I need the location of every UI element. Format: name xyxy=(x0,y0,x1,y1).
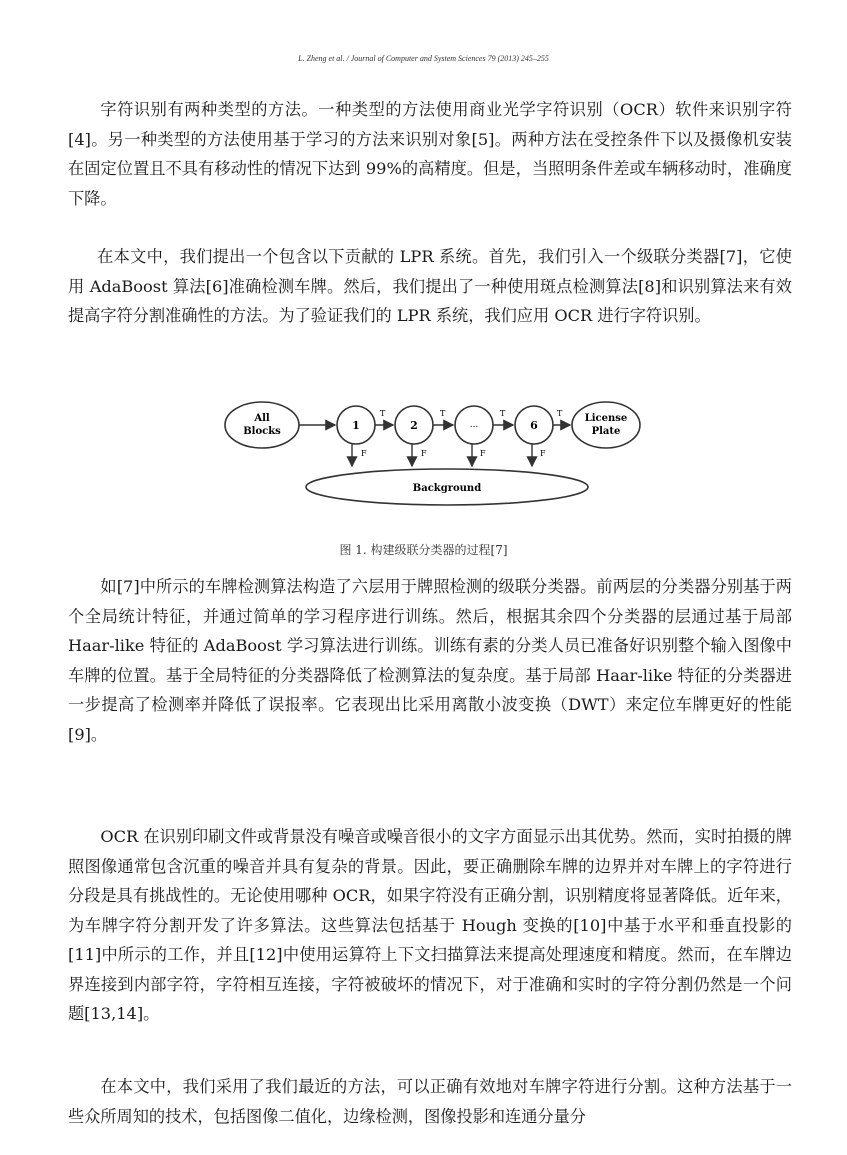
license-plate-label-2: Plate xyxy=(591,426,621,437)
figure-caption: 图 1. 构建级联分类器的过程[7] xyxy=(339,543,508,557)
false-label-6: F xyxy=(540,449,546,458)
all-blocks-label-1: All xyxy=(254,413,270,424)
false-label-1: F xyxy=(361,449,367,458)
stage-label-1: 1 xyxy=(352,419,360,432)
true-label-1: T xyxy=(380,409,386,418)
stage-label-ellipsis: ... xyxy=(469,420,479,430)
paragraph-4: OCR 在识别印刷文件或背景没有噪音或噪音很小的文字方面显示出其优势。然而，实时拍摄的牌照图像通常包含沉重的噪音并具有复杂的背景。因此，要正确删除车牌的边界并对车牌上的字符进行分段是具有挑战性的。无论使用哪种 OCR，如果字符没有正确分割，识别精度将显著降低。近年来，为车牌字符分割开发了许多算法。这些算法包括基于 Hough 变换的[10]中基于水平和垂直投影的[11]中所示的工作，并且[12]中使用运算符上下文扫描算法来提高处理速度和精度。然而，在车牌边界连接到内部字符，字符相互连接，字符被破坏的情况下，对于准确和实时的字符分割仍然是一个问题[13,14]。 xyxy=(68,827,792,1023)
stage-label-6: 6 xyxy=(530,419,538,432)
cascade-diagram xyxy=(222,396,642,508)
paragraph-2: 在本文中，我们提出一个包含以下贡献的 LPR 系统。首先，我们引入一个级联分类器[7]，它使用 AdaBoost 算法[6]准确检测车牌。然后，我们提出了一种使用斑点检测算法[8]和识别算法来有效提高字符分割准确性的方法。为了验证我们的 LPR 系统，我们应用 OCR 进行字符识别。 xyxy=(68,247,792,325)
background-label: Background xyxy=(412,483,482,494)
paragraph-1: 字符识别有两种类型的方法。一种类型的方法使用商业光学字符识别（OCR）软件来识别字符[4]。另一种类型的方法使用基于学习的方法来识别对象[5]。两种方法在受控条件下以及摄像机安装在固定位置且不具有移动性的情况下达到 99%的高精度。但是，当照明条件差或车辆移动时，准确度下降。 xyxy=(68,100,792,208)
all-blocks-node xyxy=(225,402,299,448)
false-label-2: F xyxy=(421,449,427,458)
license-plate-node xyxy=(572,402,640,448)
paragraph-5: 在本文中，我们采用了我们最近的方法，可以正确有效地对车牌字符进行分割。这种方法基于一些众所周知的技术，包括图像二值化，边缘检测，图像投影和连通分量分 xyxy=(68,1077,792,1126)
true-label-2: T xyxy=(440,409,446,418)
true-label-3: T xyxy=(500,409,506,418)
paragraph-3: 如[7]中所示的车牌检测算法构造了六层用于牌照检测的级联分类器。前两层的分类器分别基于两个全局统计特征，并通过简单的学习程序进行训练。然后，根据其余四个分类器的层通过基于局部 Haar-like 特征的 AdaBoost 学习算法进行训练。训练有素的分类人员已准备好识别整个输入图像中车牌的位置。基于全局特征的分类器降低了检测算法的复杂度。基于局部 Haar-like 特征的分类器进一步提高了检测率并降低了误报率。它表现出比采用离散小波变换（DWT）来定位车牌更好的性能[9]。 xyxy=(68,577,792,744)
stage-label-2: 2 xyxy=(410,419,418,432)
license-plate-label-1: License xyxy=(584,413,628,424)
true-label-4: T xyxy=(557,409,563,418)
running-header: L. Zheng et al. / Journal of Computer and System Sciences 79 (2013) 245–255 xyxy=(298,54,549,63)
false-label-3: F xyxy=(480,449,486,458)
all-blocks-label-2: Blocks xyxy=(243,426,281,437)
cascade-classifier-figure xyxy=(222,396,642,508)
